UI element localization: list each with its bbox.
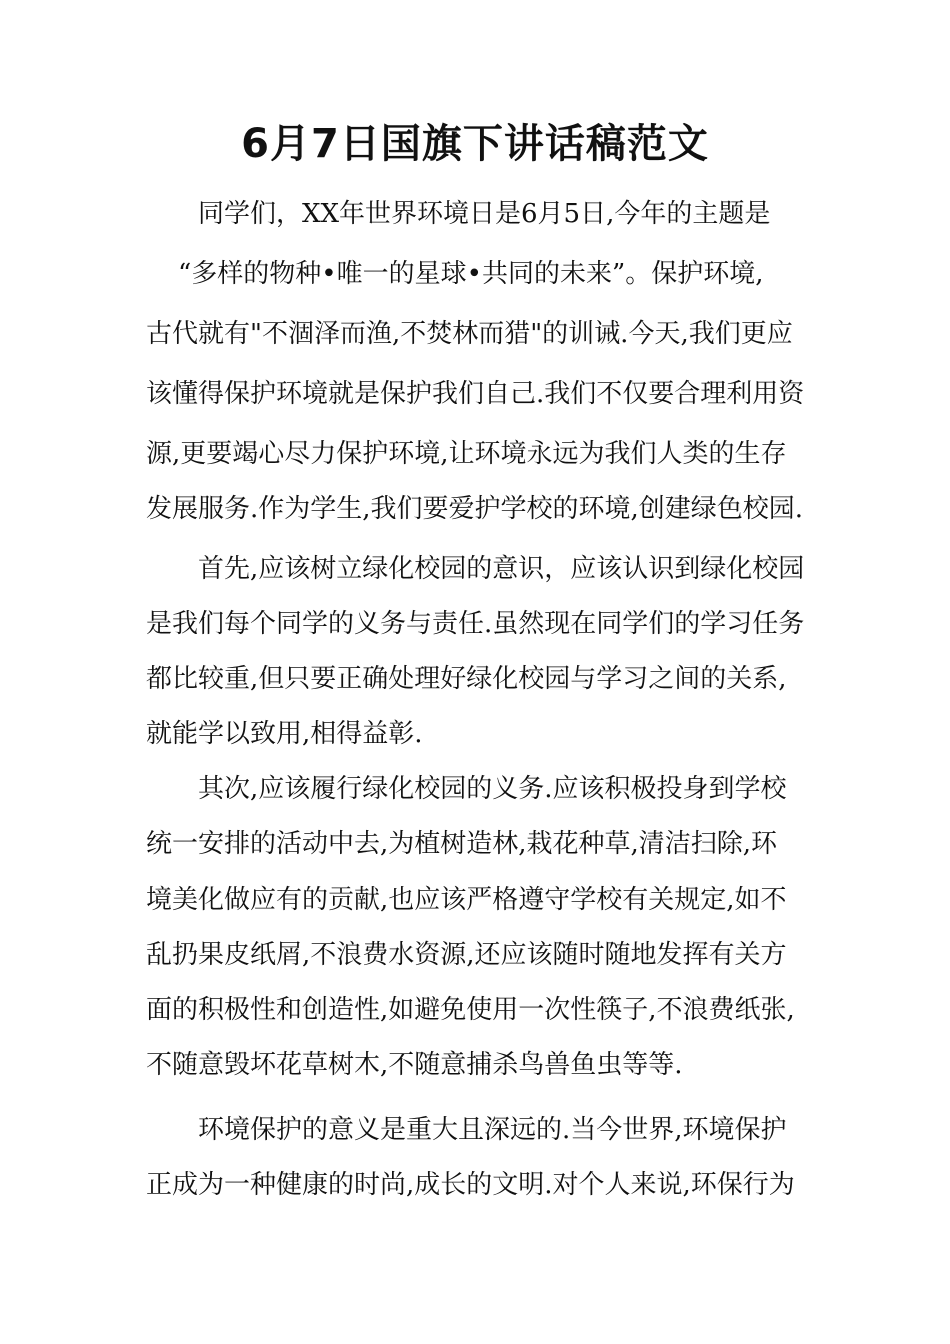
paragraph-line: 发展服务.作为学生,我们要爱护学校的环境,创建绿色校园. xyxy=(146,494,804,524)
paragraph-line: 就能学以致用,相得益彰. xyxy=(146,719,423,749)
paragraph-line: 不随意毁坏花草树木,不随意捕杀鸟兽鱼虫等等. xyxy=(146,1050,683,1080)
paragraph-line: 是我们每个同学的义务与责任.虽然现在同学们的学习任务 xyxy=(146,609,805,639)
paragraph-line: 统一安排的活动中去,为植树造林,栽花种草,清洁扫除,环 xyxy=(146,829,778,859)
paragraph-line: 古代就有"不涸泽而渔,不焚林而猎"的训诫.今天,我们更应 xyxy=(146,319,793,349)
paragraph-line: 源,更要竭心尽力保护环境,让环境永远为我们人类的生存 xyxy=(146,439,787,469)
paragraph-line: 首先,应该树立绿化校园的意识，应该认识到绿化校园 xyxy=(198,554,805,584)
paragraph-line: 面的积极性和创造性,如避免使用一次性筷子,不浪费纸张, xyxy=(146,995,795,1025)
document-title: 6月7日国旗下讲话稿范文 xyxy=(241,121,709,167)
paragraph-line: 正成为一种健康的时尚,成长的文明.对个人来说,环保行为 xyxy=(146,1170,795,1200)
paragraph-line: 都比较重,但只要正确处理好绿化校园与学习之间的关系, xyxy=(146,664,787,694)
paragraph-line: 环境保护的意义是重大且深远的.当今世界,环境保护 xyxy=(198,1115,787,1145)
paragraph-line: 其次,应该履行绿化校园的义务.应该积极投身到学校 xyxy=(198,774,787,804)
paragraph-line: 该懂得保护环境就是保护我们自己.我们不仅要合理利用资 xyxy=(146,379,805,409)
paragraph-line: 乱扔果皮纸屑,不浪费水资源,还应该随时随地发挥有关方 xyxy=(146,940,787,970)
paragraph-line: 同学们，XX年世界环境日是6月5日,今年的主题是 xyxy=(198,199,771,229)
paragraph-line: 境美化做应有的贡献,也应该严格遵守学校有关规定,如不 xyxy=(146,885,787,915)
paragraph-line: “多样的物种•唯一的星球•共同的未来”。保护环境, xyxy=(178,259,764,289)
